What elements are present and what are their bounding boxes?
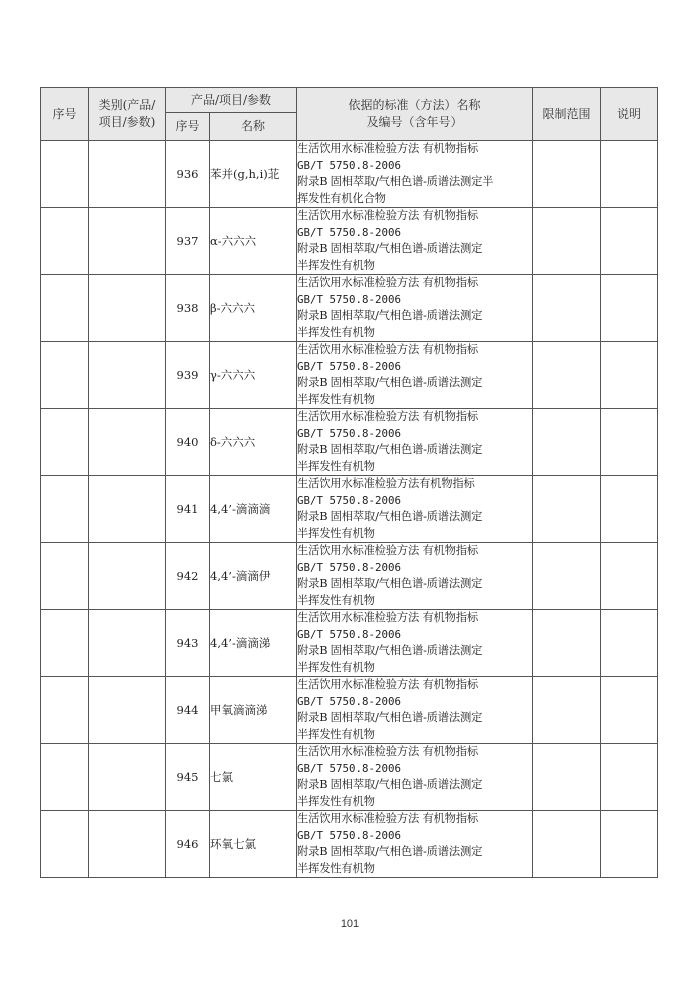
cell-standard — [297, 677, 533, 744]
cell-item-number: 945 — [166, 744, 210, 811]
cell-limit — [533, 476, 601, 543]
cell-category — [89, 208, 166, 275]
cell-seq — [41, 409, 89, 476]
standard-text-line: 生活饮用水标准检验方法 有机物指标 — [297, 410, 478, 423]
header-item-seq: 序号 — [166, 113, 210, 141]
standard-text-line: 半挥发性有机物 — [297, 593, 375, 607]
cell-seq — [41, 342, 89, 409]
header-standard-line1: 依据的标准（方法）名称 — [348, 98, 481, 112]
standards-table — [40, 87, 658, 878]
standard-text-line: 挥发性有机化合物 — [297, 191, 386, 205]
cell-note — [601, 543, 658, 610]
table-body — [41, 141, 658, 878]
cell-item-number: 940 — [166, 409, 210, 476]
cell-category — [89, 811, 166, 878]
cell-category — [89, 275, 166, 342]
cell-item-number: 936 — [166, 141, 210, 208]
standard-text-line: 生活饮用水标准检验方法 有机物指标 — [297, 343, 478, 356]
cell-category — [89, 409, 166, 476]
cell-note — [601, 409, 658, 476]
cell-limit — [533, 744, 601, 811]
standard-text-line: 附录B 固相萃取/气相色谱-质谱法测定 — [297, 242, 483, 255]
standard-text-line: 附录B 固相萃取/气相色谱-质谱法测定 — [297, 778, 483, 791]
cell-item-number: 941 — [166, 476, 210, 543]
cell-item-name: 七氯 — [210, 744, 297, 811]
header-category-label: 类别(产品/项目/参数) — [98, 98, 156, 129]
table-row — [41, 610, 658, 677]
standard-text-line: 半挥发性有机物 — [297, 794, 375, 808]
cell-seq — [41, 543, 89, 610]
header-product-group: 产品/项目/参数 — [166, 88, 297, 113]
cell-note — [601, 677, 658, 744]
cell-limit — [533, 409, 601, 476]
cell-item-name: 4,4’-滴滴伊 — [210, 543, 297, 610]
cell-limit — [533, 141, 601, 208]
standard-code: GB/T 5750.8-2006 — [297, 493, 402, 507]
table-row — [41, 141, 658, 208]
cell-limit — [533, 811, 601, 878]
standard-text-line: 生活饮用水标准检验方法 有机物指标 — [297, 276, 478, 289]
standard-text-line: 半挥发性有机物 — [297, 660, 375, 674]
cell-category — [89, 677, 166, 744]
table-row — [41, 342, 658, 409]
standard-text-line: 附录B 固相萃取/气相色谱-质谱法测定 — [297, 845, 483, 858]
cell-item-number: 943 — [166, 610, 210, 677]
cell-standard — [297, 543, 533, 610]
cell-standard — [297, 409, 533, 476]
standard-text-line: 附录B 固相萃取/气相色谱-质谱法测定 — [297, 711, 483, 724]
cell-limit — [533, 543, 601, 610]
cell-item-name: 4,4’-滴滴涕 — [210, 610, 297, 677]
cell-item-name: α-六六六 — [210, 208, 297, 275]
header-row-top — [41, 88, 658, 113]
standard-text-line: 生活饮用水标准检验方法有机物指标 — [297, 477, 475, 490]
cell-item-number: 938 — [166, 275, 210, 342]
cell-seq — [41, 275, 89, 342]
cell-item-name: 4,4’-滴滴滴 — [210, 476, 297, 543]
cell-item-name: β-六六六 — [210, 275, 297, 342]
table-row — [41, 476, 658, 543]
standard-code: GB/T 5750.8-2006 — [297, 828, 402, 842]
standard-text-line: 生活饮用水标准检验方法 有机物指标 — [297, 142, 478, 155]
cell-standard — [297, 610, 533, 677]
header-limit: 限制范围 — [533, 88, 601, 141]
standard-text-line: 半挥发性有机物 — [297, 325, 375, 339]
standard-text-line: 生活饮用水标准检验方法 有机物指标 — [297, 544, 478, 557]
cell-note — [601, 610, 658, 677]
standard-text-line: 半挥发性有机物 — [297, 861, 375, 875]
standard-text-line: 半挥发性有机物 — [297, 392, 375, 406]
table-row — [41, 677, 658, 744]
standard-code: GB/T 5750.8-2006 — [297, 426, 402, 440]
table-row — [41, 275, 658, 342]
standard-code: GB/T 5750.8-2006 — [297, 694, 402, 708]
cell-seq — [41, 744, 89, 811]
cell-note — [601, 141, 658, 208]
standard-text-line: 附录B 固相萃取/气相色谱-质谱法测定 — [297, 309, 483, 322]
table-row — [41, 409, 658, 476]
cell-item-name: δ-六六六 — [210, 409, 297, 476]
standard-text-line: 生活饮用水标准检验方法 有机物指标 — [297, 611, 478, 624]
cell-category — [89, 342, 166, 409]
cell-seq — [41, 208, 89, 275]
cell-standard — [297, 476, 533, 543]
standard-text-line: 附录B 固相萃取/气相色谱-质谱法测定 — [297, 510, 483, 523]
cell-standard — [297, 811, 533, 878]
cell-note — [601, 811, 658, 878]
standard-text-line: 生活饮用水标准检验方法 有机物指标 — [297, 209, 478, 222]
standard-text-line: 半挥发性有机物 — [297, 459, 375, 473]
cell-standard — [297, 141, 533, 208]
standard-code: GB/T 5750.8-2006 — [297, 359, 402, 373]
standard-code: GB/T 5750.8-2006 — [297, 627, 402, 641]
cell-note — [601, 342, 658, 409]
cell-note — [601, 476, 658, 543]
cell-seq — [41, 610, 89, 677]
standard-text-line: 半挥发性有机物 — [297, 526, 375, 540]
standard-text-line: 附录B 固相萃取/气相色谱-质谱法测定 — [297, 644, 483, 657]
header-category — [89, 88, 166, 141]
page-number: 101 — [340, 918, 360, 930]
cell-item-name: γ-六六六 — [210, 342, 297, 409]
header-standard-line2: 及编号（含年号） — [366, 115, 463, 129]
standard-text-line: 附录B 固相萃取/气相色谱-质谱法测定 — [297, 443, 483, 456]
cell-seq — [41, 141, 89, 208]
table-row — [41, 811, 658, 878]
standard-text-line: 附录B 固相萃取/气相色谱-质谱法测定 — [297, 376, 483, 389]
table-row — [41, 543, 658, 610]
cell-seq — [41, 811, 89, 878]
standard-code: GB/T 5750.8-2006 — [297, 225, 402, 239]
cell-standard — [297, 208, 533, 275]
cell-category — [89, 543, 166, 610]
cell-item-name: 甲氧滴滴涕 — [210, 677, 297, 744]
cell-item-number: 942 — [166, 543, 210, 610]
cell-category — [89, 610, 166, 677]
header-note: 说明 — [601, 88, 658, 141]
header-seq: 序号 — [41, 88, 89, 141]
cell-category — [89, 141, 166, 208]
standard-text-line: 附录B 固相萃取/气相色谱-质谱法测定 — [297, 577, 483, 590]
table-row — [41, 208, 658, 275]
cell-item-name: 苯并(g,h,i)苝 — [210, 141, 297, 208]
header-standard — [297, 88, 533, 141]
cell-limit — [533, 342, 601, 409]
cell-limit — [533, 208, 601, 275]
cell-limit — [533, 275, 601, 342]
standard-text-line: 生活饮用水标准检验方法 有机物指标 — [297, 678, 478, 691]
cell-standard — [297, 744, 533, 811]
standard-code: GB/T 5750.8-2006 — [297, 560, 402, 574]
cell-category — [89, 744, 166, 811]
cell-note — [601, 275, 658, 342]
cell-limit — [533, 677, 601, 744]
table-row — [41, 744, 658, 811]
cell-note — [601, 208, 658, 275]
cell-item-number: 939 — [166, 342, 210, 409]
standard-text-line: 生活饮用水标准检验方法 有机物指标 — [297, 812, 478, 825]
standard-text-line: 生活饮用水标准检验方法 有机物指标 — [297, 745, 478, 758]
cell-note — [601, 744, 658, 811]
cell-standard — [297, 342, 533, 409]
standard-code: GB/T 5750.8-2006 — [297, 158, 402, 172]
standard-text-line: 半挥发性有机物 — [297, 258, 375, 272]
standard-code: GB/T 5750.8-2006 — [297, 761, 402, 775]
cell-item-name: 环氧七氯 — [210, 811, 297, 878]
cell-item-number: 946 — [166, 811, 210, 878]
cell-limit — [533, 610, 601, 677]
cell-category — [89, 476, 166, 543]
standard-text-line: 附录B 固相萃取/气相色谱-质谱法测定半 — [297, 175, 494, 188]
cell-seq — [41, 476, 89, 543]
cell-item-number: 937 — [166, 208, 210, 275]
cell-standard — [297, 275, 533, 342]
standard-code: GB/T 5750.8-2006 — [297, 292, 402, 306]
cell-seq — [41, 677, 89, 744]
cell-item-number: 944 — [166, 677, 210, 744]
standard-text-line: 半挥发性有机物 — [297, 727, 375, 741]
header-item-name: 名称 — [210, 113, 297, 141]
